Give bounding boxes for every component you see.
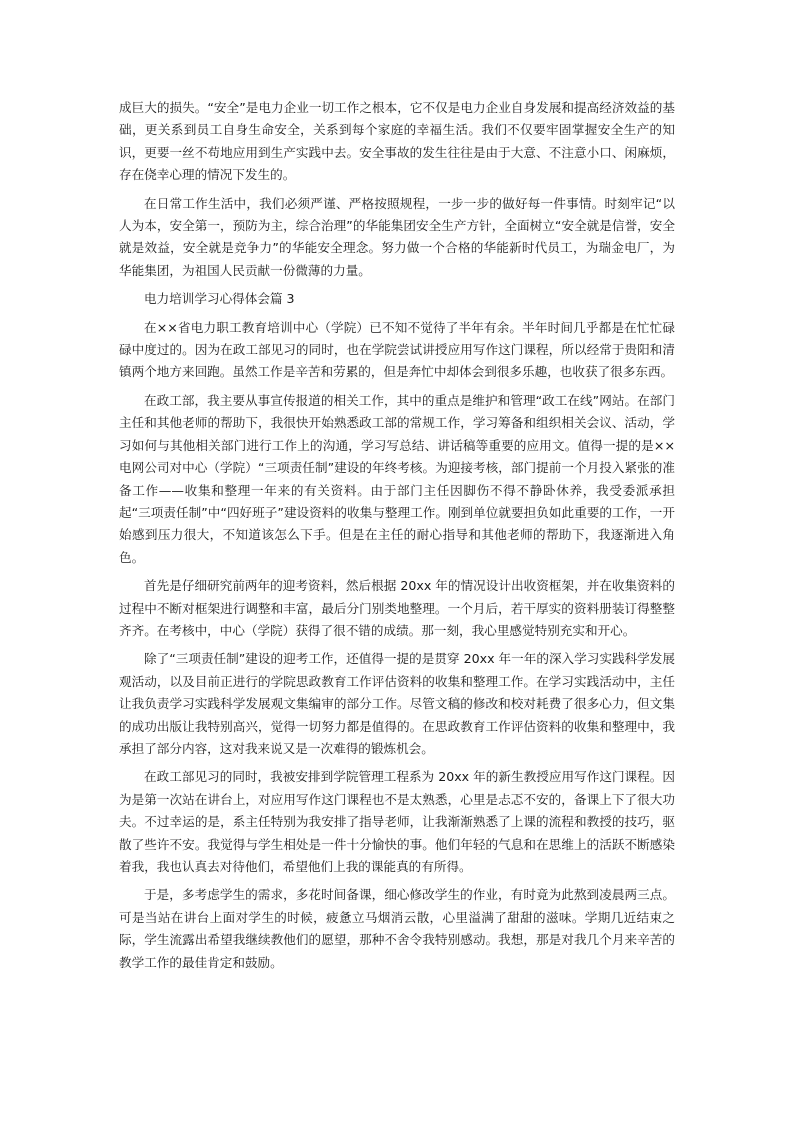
paragraph-7: 在政工部见习的同时，我被安排到学院管理工程系为 20xx 年的新生教授应用写作这门课程。因为是第一次站在讲台上，对应用写作这门课程也不是太熟悉，心里是忐忑不安的，备课上下了很大功夫。不过幸运的是，系主任特别为我安排了指导老师，让我渐渐熟悉了上课的流程和教授的技巧，驱散了些许不安。我觉得与学生相处是一件十分愉快的事。他们年轻的气息和在思维上的活跃不断感染着我，我也认真去对待他们，希望他们上我的课能真的有所得。 <box>119 769 675 874</box>
section-heading: 电力培训学习心得体会篇 3 <box>144 291 295 307</box>
paragraph-2: 在日常工作生活中，我们必须严谨、严格按照规程，一步一步的做好每一件事情。时刻牢记“以人为本，安全第一，预防为主，综合治理”的华能集团安全生产方针，全面树立“安全就是信誉，安全就是效益，安全就是竞争力”的华能安全理念。努力做一个合格的华能新时代员工，为瑞金电厂，为华能集团，为祖国人民贡献一份微薄的力量。 <box>119 195 675 278</box>
paragraph-4: 在政工部，我主要从事宣传报道的相关工作，其中的重点是维护和管理“政工在线”网站。在部门主任和其他老师的帮助下，我很快开始熟悉政工部的常规工作，学习筹备和组织相关会议、活动，学习如何与其他相关部门进行工作上的沟通，学习写总结、讲话稿等重要的应用文。值得一提的是××电网公司对中心（学院）“三项责任制”建设的年终考核。为迎接考核，部门提前一个月投入紧张的准备工作——收集和整理一年来的有关资料。由于部门主任因脚伤不得不静卧休养，我受委派承担起“三项责任制”中“四好班子”建设资料的收集与整理工作。刚到单位就要担负如此重要的工作，一开始感到压力很大，不知道该怎么下手。但是在主任的耐心指导和其他老师的帮助下，我逐渐进入角色。 <box>119 392 675 565</box>
paragraph-5: 首先是仔细研究前两年的迎考资料，然后根据 20xx 年的情况设计出收资框架，并在收集资料的过程中不断对框架进行调整和丰富，最后分门别类地整理。一个月后，若干厚实的资料册装订得整整齐齐。在考核中，中心（学院）获得了很不错的成绩。那一刻，我心里感觉特别充实和开心。 <box>119 578 675 638</box>
document-page <box>119 97 675 980</box>
paragraph-8: 于是，多考虑学生的需求，多花时间备课，细心修改学生的作业，有时竟为此熬到凌晨两三点。可是当站在讲台上面对学生的时候，疲惫立马烟消云散，心里溢满了甜甜的滋味。学期几近结束之际，学生流露出希望我继续教他们的愿望，那种不舍令我特别感动。我想，那是对我几个月来辛苦的教学工作的最佳肯定和鼓励。 <box>119 887 675 970</box>
paragraph-3: 在××省电力职工教育培训中心（学院）已不知不觉待了半年有余。半年时间几乎都是在忙忙碌碌中度过的。因为在政工部见习的同时，也在学院尝试讲授应用写作这门课程，所以经常于贵阳和清镇两个地方来回跑。虽然工作是辛苦和劳累的，但是奔忙中却体会到很多乐趣，也收获了很多东西。 <box>119 319 675 380</box>
paragraph-1: 成巨大的损失。“安全”是电力企业一切工作之根本，它不仅是电力企业自身发展和提高经济效益的基础，更关系到员工自身生命安全，关系到每个家庭的幸福生活。我们不仅要牢固掌握安全生产的知识，更要一丝不苟地应用到生产实践中去。安全事故的发生往往是由于大意、不注意小口、闲麻烦，存在侥幸心理的情况下发生的。 <box>119 100 675 183</box>
paragraph-6: 除了“三项责任制”建设的迎考工作，还值得一提的是贯穿 20xx 年一年的深入学习实践科学发展观活动，以及目前正进行的学院思政教育工作评估资料的收集和整理工作。在学习实践活动中，主任让我负责学习实践科学发展观文集编审的部分工作。尽管文稿的修改和校对耗费了很多心力，但文集的成功出版让我特别高兴，觉得一切努力都是值得的。在思政教育工作评估资料的收集和整理中，我承担了部分内容，这对我来说又是一次难得的锻炼机会。 <box>119 651 675 756</box>
